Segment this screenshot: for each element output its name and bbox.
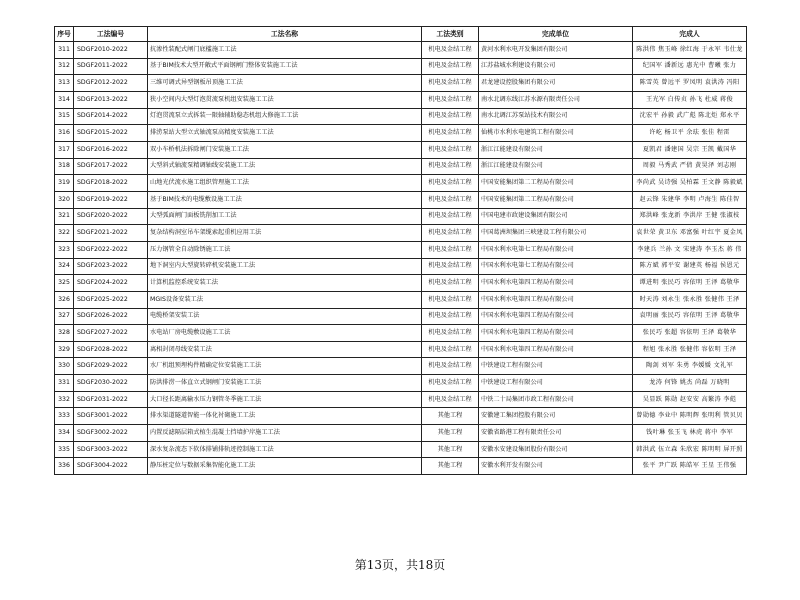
cell-unit: 安徽省路港工程有限责任公司 [479, 425, 633, 442]
cell-name: 压力钢管全自动除锈施工工法 [148, 241, 422, 258]
cell-code: SDGF2031-2022 [74, 391, 148, 408]
cell-name: 地下洞室内大型旋转碎机安装施工工法 [148, 258, 422, 275]
cell-people: 周毅 马秀武 严倩 黄昊泽 刘志刚 [633, 158, 747, 175]
cell-name: 大型斜式轴流泵精调轴线安装施工工法 [148, 158, 422, 175]
cell-category: 机电及金结工程 [422, 125, 479, 142]
cell-unit: 中国水利水电第四工程局有限公司 [479, 341, 633, 358]
cell-people: 张平 尹广跃 陈皓军 王星 王伟强 [633, 458, 747, 475]
cell-code: SDGF2029-2022 [74, 358, 148, 375]
cell-category: 机电及金结工程 [422, 258, 479, 275]
cell-unit: 中国安能集团第二工程局有限公司 [479, 175, 633, 192]
cell-people: 时天涛 刘永生 张永胜 张健伟 王泽 [633, 291, 747, 308]
cell-people: 王光军 白传贞 孙飞 杜威 蒋俊 [633, 91, 747, 108]
cell-seq: 335 [55, 441, 74, 458]
cell-category: 机电及金结工程 [422, 341, 479, 358]
cell-unit: 中铁二十局集团市政工程有限公司 [479, 391, 633, 408]
cell-name: 狭小空间内大型灯泡贯流泵机组安装施工工法 [148, 91, 422, 108]
cell-people: 钱叶琳 张玉飞 林虎 蒋中 李军 [633, 425, 747, 442]
cell-name: 抗渗性装配式闸门底槛施工工法 [148, 42, 422, 59]
cell-code: SDGF2016-2022 [74, 141, 148, 158]
cell-code: SDGF3003-2022 [74, 441, 148, 458]
table-row [55, 291, 747, 308]
cell-name: 内置反滤隔层箱式植生混凝土挡墙护岸施工工法 [148, 425, 422, 442]
cell-seq: 314 [55, 91, 74, 108]
cell-seq: 313 [55, 75, 74, 92]
cell-seq: 325 [55, 275, 74, 292]
cell-name: 大型弧面闸门面板铣削加工工法 [148, 208, 422, 225]
cell-unit: 安徽水利开发有限公司 [479, 458, 633, 475]
cell-category: 机电及金结工程 [422, 208, 479, 225]
cell-name: 山地光伏流水施工组织管理施工工法 [148, 175, 422, 192]
cell-seq: 333 [55, 408, 74, 425]
cell-unit: 南水北调东线江苏水源有限责任公司 [479, 91, 633, 108]
cell-category: 机电及金结工程 [422, 158, 479, 175]
cell-category: 其他工程 [422, 458, 479, 475]
cell-category: 其他工程 [422, 408, 479, 425]
cell-seq: 315 [55, 108, 74, 125]
cell-code: SDGF2013-2022 [74, 91, 148, 108]
cell-unit: 江苏盐城水利建设有限公司 [479, 58, 633, 75]
cell-category: 机电及金结工程 [422, 75, 479, 92]
cell-code: SDGF2025-2022 [74, 291, 148, 308]
table-row [55, 175, 747, 192]
table-row [55, 341, 747, 358]
cell-people: 吴显跃 陈勋 赵安安 高繁涛 李彪 [633, 391, 747, 408]
cell-name: 水电站厂房电缆敷设施工工法 [148, 325, 422, 342]
cell-category: 机电及金结工程 [422, 358, 479, 375]
cell-seq: 318 [55, 158, 74, 175]
cell-people: 沈宏平 孙毅 武广彪 陈北炬 郑永平 [633, 108, 747, 125]
cell-category: 机电及金结工程 [422, 91, 479, 108]
cell-category: 机电及金结工程 [422, 42, 479, 59]
cell-category: 机电及金结工程 [422, 291, 479, 308]
cell-unit: 中铁建设工程有限公司 [479, 375, 633, 392]
cell-name: MGIS设备安装工法 [148, 291, 422, 308]
cell-people: 郑洪峰 张龙新 李洪岸 王健 张淑枝 [633, 208, 747, 225]
cell-code: SDGF2020-2022 [74, 208, 148, 225]
cell-unit: 中国水利水电第四工程局有限公司 [479, 275, 633, 292]
cell-category: 机电及金结工程 [422, 275, 479, 292]
cell-seq: 324 [55, 258, 74, 275]
cell-code: SDGF2024-2022 [74, 275, 148, 292]
table-row [55, 308, 747, 325]
cell-code: SDGF2023-2022 [74, 258, 148, 275]
header-code: 工法编号 [74, 27, 148, 42]
cell-seq: 321 [55, 208, 74, 225]
table-row [55, 408, 747, 425]
cell-code: SDGF3004-2022 [74, 458, 148, 475]
cell-name: 计算机监控系统安装工法 [148, 275, 422, 292]
cell-seq: 312 [55, 58, 74, 75]
cell-seq: 320 [55, 191, 74, 208]
cell-code: SDGF3002-2022 [74, 425, 148, 442]
cell-category: 其他工程 [422, 425, 479, 442]
table-row [55, 91, 747, 108]
cell-unit: 中国安能集团第二工程局有限公司 [479, 191, 633, 208]
table-row [55, 425, 747, 442]
table-row [55, 141, 747, 158]
cell-people: 谭进明 张民巧 容依明 王泽 葛敬华 [633, 275, 747, 292]
cell-category: 机电及金结工程 [422, 225, 479, 242]
table-row [55, 58, 747, 75]
cell-unit: 安徽水安建设集团股份有限公司 [479, 441, 633, 458]
cell-unit: 黄河水利水电开发集团有限公司 [479, 42, 633, 59]
cell-unit: 中国葛洲坝集团三峡建设工程有限公司 [479, 225, 633, 242]
cell-seq: 328 [55, 325, 74, 342]
table-row [55, 75, 747, 92]
cell-code: SDGF2021-2022 [74, 225, 148, 242]
cell-category: 机电及金结工程 [422, 375, 479, 392]
cell-unit: 安徽建工集团控股有限公司 [479, 408, 633, 425]
cell-category: 机电及金结工程 [422, 108, 479, 125]
cell-people: 李建兵 兰孙 文 宋建涛 李玉杰 蒋 伟 [633, 241, 747, 258]
cell-category: 其他工程 [422, 441, 479, 458]
cell-unit: 中国水利水电第四工程局有限公司 [479, 325, 633, 342]
cell-people: 李尚武 吴诗强 吴柏霖 王文静 陈毅斌 [633, 175, 747, 192]
table-row [55, 42, 747, 59]
cell-code: SDGF2014-2022 [74, 108, 148, 125]
cell-name: 电缆桥架安装工法 [148, 308, 422, 325]
header-category: 工法类别 [422, 27, 479, 42]
table-header-row [55, 27, 747, 42]
cell-category: 机电及金结工程 [422, 241, 479, 258]
table-row [55, 208, 747, 225]
cell-code: SDGF2010-2022 [74, 42, 148, 59]
cell-people: 夏凯君 潘建国 吴宗 王凯 戴国华 [633, 141, 747, 158]
cell-seq: 311 [55, 42, 74, 59]
cell-name: 复杂结构洞室吊车架缆索起重机应用工法 [148, 225, 422, 242]
cell-people: 龙涛 何锋 姚杰 尚磊 万晓明 [633, 375, 747, 392]
cell-unit: 中国水利水电第七工程局有限公司 [479, 241, 633, 258]
table-row [55, 458, 747, 475]
table-row [55, 358, 747, 375]
cell-code: SDGF2030-2022 [74, 375, 148, 392]
cell-code: SDGF2012-2022 [74, 75, 148, 92]
cell-code: SDGF2027-2022 [74, 325, 148, 342]
cell-unit: 中国水利水电第四工程局有限公司 [479, 291, 633, 308]
cell-name: 三维可调式异型钢板吊顶施工工法 [148, 75, 422, 92]
cell-code: SDGF2015-2022 [74, 125, 148, 142]
cell-category: 机电及金结工程 [422, 141, 479, 158]
cell-category: 机电及金结工程 [422, 175, 479, 192]
cell-name: 大口径长距离输水压力钢管冬季施工工法 [148, 391, 422, 408]
cell-seq: 336 [55, 458, 74, 475]
cell-name: 水厂机组预埋构件精确定位安装施工工法 [148, 358, 422, 375]
table-row [55, 225, 747, 242]
cell-seq: 316 [55, 125, 74, 142]
method-list-table [54, 26, 747, 475]
table-row [55, 375, 747, 392]
cell-category: 机电及金结工程 [422, 391, 479, 408]
cell-seq: 334 [55, 425, 74, 442]
cell-unit: 中国水利水电第七工程局有限公司 [479, 258, 633, 275]
cell-seq: 323 [55, 241, 74, 258]
cell-seq: 329 [55, 341, 74, 358]
cell-unit: 南水北调江苏泵站技术有限公司 [479, 108, 633, 125]
table-row [55, 241, 747, 258]
header-name: 工法名称 [148, 27, 422, 42]
cell-name: 基于BIM技术大型开敞式平面钢闸门整体安装施工工法 [148, 58, 422, 75]
cell-name: 离相封闭母线安装工法 [148, 341, 422, 358]
cell-seq: 319 [55, 175, 74, 192]
table-row [55, 275, 747, 292]
cell-unit: 中国水利水电第四工程局有限公司 [479, 308, 633, 325]
cell-name: 双小车桥机法拆除闸门安装施工工法 [148, 141, 422, 158]
cell-name: 基于BIM技术的电缆敷设施工工法 [148, 191, 422, 208]
cell-code: SDGF2018-2022 [74, 175, 148, 192]
header-people: 完成人 [633, 27, 747, 42]
cell-people: 程旭 张永胜 张健伟 容依明 王泽 [633, 341, 747, 358]
cell-people: 陶剑 刘军 朱勇 李媛媛 文礼军 [633, 358, 747, 375]
cell-code: SDGF2028-2022 [74, 341, 148, 358]
cell-category: 机电及金结工程 [422, 58, 479, 75]
cell-name: 防洪排涝一体直立式钢闸门安装施工工法 [148, 375, 422, 392]
table-row [55, 258, 747, 275]
cell-name: 排水渠道隧道智能一体化衬砌施工工法 [148, 408, 422, 425]
cell-code: SDGF3001-2022 [74, 408, 148, 425]
cell-people: 袁明丽 张民巧 容依明 王泽 葛敬华 [633, 308, 747, 325]
cell-unit: 中国电建市政建设集团有限公司 [479, 208, 633, 225]
cell-people: 袁世荣 黄卫东 邓富强 叶红宇 夏金凤 [633, 225, 747, 242]
cell-unit: 中铁建设工程有限公司 [479, 358, 633, 375]
table-row [55, 108, 747, 125]
cell-code: SDGF2022-2022 [74, 241, 148, 258]
cell-seq: 332 [55, 391, 74, 408]
cell-category: 机电及金结工程 [422, 191, 479, 208]
header-unit: 完成单位 [479, 27, 633, 42]
page-footer: 第13页，共18页 [354, 558, 446, 572]
cell-people: 陈洪伟 焦玉峰 徐红海 于永军 韦仕龙 [633, 42, 747, 59]
table-row [55, 325, 747, 342]
table-row [55, 441, 747, 458]
cell-people: 赵云锋 朱建华 李明 卢海生 陈佳智 [633, 191, 747, 208]
cell-name: 静压桩定位与数据采集智能化施工工法 [148, 458, 422, 475]
table-row [55, 191, 747, 208]
cell-people: 韩洪武 伍立森 朱欣宏 陈明明 屏开照 [633, 441, 747, 458]
cell-unit: 浙江江能建设有限公司 [479, 141, 633, 158]
cell-people: 曾勋德 李业中 陈明辉 张明利 管贝贝 [633, 408, 747, 425]
cell-code: SDGF2019-2022 [74, 191, 148, 208]
cell-seq: 317 [55, 141, 74, 158]
cell-code: SDGF2026-2022 [74, 308, 148, 325]
cell-unit: 浙江江能建设有限公司 [479, 158, 633, 175]
cell-people: 陈方斌 郭平安 谢建英 杨福 侯恩元 [633, 258, 747, 275]
cell-people: 陈雪英 曾远平 罗凤明 袁洪涛 冯阳 [633, 75, 747, 92]
cell-unit: 君龙建设控股集团有限公司 [479, 75, 633, 92]
cell-people: 纪国军 潘新远 惠光中 曹曦 张力 [633, 58, 747, 75]
cell-unit: 仙桃市水利水电建筑工程有限公司 [479, 125, 633, 142]
cell-people: 张民巧 张超 容依明 王泽 葛敬华 [633, 325, 747, 342]
table-row [55, 391, 747, 408]
cell-category: 机电及金结工程 [422, 308, 479, 325]
cell-seq: 327 [55, 308, 74, 325]
cell-seq: 331 [55, 375, 74, 392]
cell-name: 深水复杂流态下软体排铺排轨迹控制施工工法 [148, 441, 422, 458]
cell-seq: 326 [55, 291, 74, 308]
cell-code: SDGF2011-2022 [74, 58, 148, 75]
cell-code: SDGF2017-2022 [74, 158, 148, 175]
cell-people: 许屹 杨卫平 余珐 张佳 程雷 [633, 125, 747, 142]
table-row [55, 125, 747, 142]
cell-seq: 330 [55, 358, 74, 375]
cell-seq: 322 [55, 225, 74, 242]
header-seq: 序号 [55, 27, 74, 42]
table-row [55, 158, 747, 175]
cell-name: 排涝泵站大型立式轴流泵高精度安装施工工法 [148, 125, 422, 142]
cell-category: 机电及金结工程 [422, 325, 479, 342]
cell-name: 灯泡贯流泵立式拆装一限轴辅助稳态机组大修施工工法 [148, 108, 422, 125]
